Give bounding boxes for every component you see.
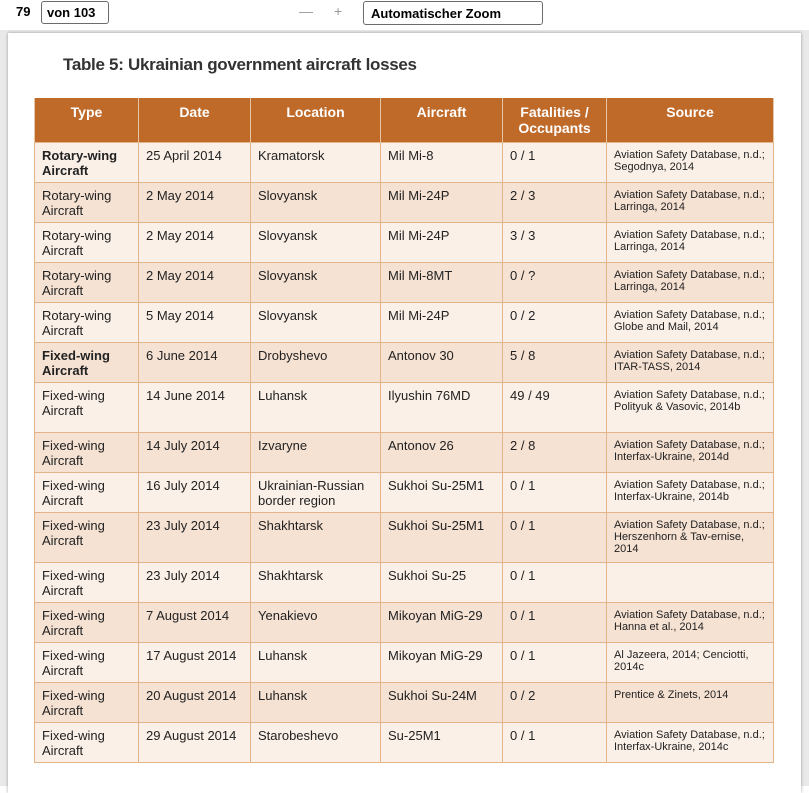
cell-type-line2: Aircraft	[42, 162, 89, 178]
cell-fatalities: 0 / 2	[503, 302, 607, 342]
cell-type-line2: Aircraft	[42, 622, 84, 638]
cell-type-line1: Rotary-wing	[42, 307, 112, 323]
cell-source: Aviation Safety Database, n.d.; Interfax-Ukraine, 2014b	[607, 472, 774, 512]
cell-type-line2: Aircraft	[42, 362, 89, 378]
cell-source: Aviation Safety Database, n.d.; Globe and Mail, 2014	[607, 302, 774, 342]
cell-fatalities: 49 / 49	[503, 382, 607, 432]
cell-type-line1: Fixed-wing	[42, 567, 105, 583]
cell-fatalities: 0 / 2	[503, 682, 607, 722]
cell-fatalities: 0 / 1	[503, 602, 607, 642]
cell-type-line1: Rotary-wing	[42, 227, 112, 243]
cell-fatalities: 0 / 1	[503, 512, 607, 562]
pdf-page	[8, 33, 801, 793]
cell-source	[607, 562, 774, 602]
cell-date: 17 August 2014	[139, 642, 251, 682]
cell-type	[35, 342, 139, 382]
cell-type-line2: Aircraft	[42, 282, 84, 298]
cell-fatalities: 0 / 1	[503, 142, 607, 182]
cell-source: Aviation Safety Database, n.d.; Interfax-Ukraine, 2014d	[607, 432, 774, 472]
cell-type-line1: Fixed-wing	[42, 647, 105, 663]
header-fatalities-line1: Fatalities /	[520, 104, 589, 120]
page-count-label: von 103	[41, 1, 109, 24]
cell-aircraft: Mikoyan MiG-29	[381, 602, 503, 642]
cell-type	[35, 682, 139, 722]
cell-source: Aviation Safety Database, n.d.; Segodnya, 2014	[607, 142, 774, 182]
cell-date: 14 July 2014	[139, 432, 251, 472]
cell-type-line2: Aircraft	[42, 202, 84, 218]
cell-location: Slovyansk	[251, 182, 381, 222]
cell-aircraft: Mikoyan MiG-29	[381, 642, 503, 682]
aircraft-losses-table	[34, 98, 774, 763]
cell-aircraft: Sukhoi Su-25M1	[381, 512, 503, 562]
cell-type-line2: Aircraft	[42, 322, 84, 338]
cell-aircraft: Mil Mi-8MT	[381, 262, 503, 302]
cell-source: Aviation Safety Database, n.d.; Larringa, 2014	[607, 182, 774, 222]
cell-type-line2: Aircraft	[42, 402, 84, 418]
cell-source: Aviation Safety Database, n.d.; Larringa, 2014	[607, 222, 774, 262]
cell-type-line2: Aircraft	[42, 742, 84, 758]
table-row	[35, 262, 774, 302]
cell-source: Aviation Safety Database, n.d.; ITAR-TASS, 2014	[607, 342, 774, 382]
cell-location: Slovyansk	[251, 302, 381, 342]
cell-source: Aviation Safety Database, n.d.; Polityuk & Vasovic, 2014b	[607, 382, 774, 432]
table-row	[35, 682, 774, 722]
cell-date: 25 April 2014	[139, 142, 251, 182]
cell-aircraft: Antonov 26	[381, 432, 503, 472]
header-fatalities-line2: Occupants	[518, 120, 591, 136]
cell-location: Kramatorsk	[251, 142, 381, 182]
page-number-input[interactable]: 79	[16, 4, 31, 19]
table-header-row	[35, 98, 774, 142]
cell-type-line1: Fixed-wing	[42, 347, 110, 363]
table-row	[35, 562, 774, 602]
cell-type-line2: Aircraft	[42, 582, 84, 598]
cell-type	[35, 302, 139, 342]
table-row	[35, 642, 774, 682]
table-row	[35, 432, 774, 472]
cell-aircraft: Sukhoi Su-24M	[381, 682, 503, 722]
cell-location: Luhansk	[251, 682, 381, 722]
cell-type-line1: Fixed-wing	[42, 477, 105, 493]
cell-type-line1: Rotary-wing	[42, 187, 112, 203]
table-row	[35, 342, 774, 382]
cell-type	[35, 382, 139, 432]
cell-date: 5 May 2014	[139, 302, 251, 342]
cell-fatalities: 0 / 1	[503, 472, 607, 512]
cell-aircraft: Sukhoi Su-25M1	[381, 472, 503, 512]
cell-location: Shakhtarsk	[251, 562, 381, 602]
cell-type-line1: Rotary-wing	[42, 147, 118, 163]
zoom-select[interactable]: Automatischer Zoom	[363, 1, 543, 25]
cell-date: 23 July 2014	[139, 562, 251, 602]
header-aircraft: Aircraft	[381, 98, 503, 142]
cell-fatalities: 0 / 1	[503, 722, 607, 762]
cell-type	[35, 722, 139, 762]
cell-fatalities: 5 / 8	[503, 342, 607, 382]
cell-type	[35, 262, 139, 302]
cell-date: 7 August 2014	[139, 602, 251, 642]
cell-type-line2: Aircraft	[42, 702, 84, 718]
zoom-out-button[interactable]: —	[299, 3, 313, 19]
zoom-in-button[interactable]: +	[334, 3, 343, 19]
cell-location: Slovyansk	[251, 262, 381, 302]
header-type: Type	[35, 98, 139, 142]
cell-location: Ukrainian-Russian border region	[251, 472, 381, 512]
cell-type-line1: Rotary-wing	[42, 267, 112, 283]
cell-type-line2: Aircraft	[42, 532, 84, 548]
pdf-toolbar	[0, 0, 809, 30]
cell-date: 2 May 2014	[139, 182, 251, 222]
document-viewer[interactable]	[0, 30, 809, 786]
cell-location: Drobyshevo	[251, 342, 381, 382]
cell-date: 6 June 2014	[139, 342, 251, 382]
cell-location: Starobeshevo	[251, 722, 381, 762]
cell-type-line1: Fixed-wing	[42, 607, 105, 623]
cell-date: 29 August 2014	[139, 722, 251, 762]
cell-location: Shakhtarsk	[251, 512, 381, 562]
cell-location: Luhansk	[251, 382, 381, 432]
cell-aircraft: Mil Mi-24P	[381, 302, 503, 342]
cell-fatalities: 0 / 1	[503, 642, 607, 682]
cell-fatalities: 0 / ?	[503, 262, 607, 302]
table-row	[35, 512, 774, 562]
cell-type-line2: Aircraft	[42, 242, 84, 258]
cell-type-line1: Fixed-wing	[42, 687, 105, 703]
header-location: Location	[251, 98, 381, 142]
cell-location: Slovyansk	[251, 222, 381, 262]
table-row	[35, 382, 774, 432]
cell-type	[35, 642, 139, 682]
cell-aircraft: Mil Mi-24P	[381, 182, 503, 222]
cell-source: Aviation Safety Database, n.d.; Hanna et al., 2014	[607, 602, 774, 642]
cell-source: Prentice & Zinets, 2014	[607, 682, 774, 722]
cell-type	[35, 432, 139, 472]
cell-type-line2: Aircraft	[42, 452, 84, 468]
cell-aircraft: Su-25M1	[381, 722, 503, 762]
cell-type-line1: Fixed-wing	[42, 437, 105, 453]
table-row	[35, 142, 774, 182]
header-date: Date	[139, 98, 251, 142]
cell-fatalities: 2 / 3	[503, 182, 607, 222]
header-fatalities	[503, 98, 607, 142]
table-title: Table 5: Ukrainian government aircraft losses	[63, 55, 417, 74]
cell-aircraft: Mil Mi-24P	[381, 222, 503, 262]
cell-type	[35, 182, 139, 222]
cell-type	[35, 222, 139, 262]
cell-source: Al Jazeera, 2014; Cenciotti, 2014c	[607, 642, 774, 682]
cell-type	[35, 142, 139, 182]
table-row	[35, 302, 774, 342]
cell-type	[35, 472, 139, 512]
cell-source: Aviation Safety Database, n.d.; Larringa, 2014	[607, 262, 774, 302]
cell-date: 20 August 2014	[139, 682, 251, 722]
cell-location: Izvaryne	[251, 432, 381, 472]
cell-source: Aviation Safety Database, n.d.; Interfax-Ukraine, 2014c	[607, 722, 774, 762]
header-source: Source	[607, 98, 774, 142]
cell-date: 2 May 2014	[139, 222, 251, 262]
cell-type-line1: Fixed-wing	[42, 727, 105, 743]
cell-date: 14 June 2014	[139, 382, 251, 432]
cell-date: 16 July 2014	[139, 472, 251, 512]
cell-type	[35, 562, 139, 602]
cell-type-line1: Fixed-wing	[42, 387, 105, 403]
cell-aircraft: Antonov 30	[381, 342, 503, 382]
table-row	[35, 182, 774, 222]
cell-location: Luhansk	[251, 642, 381, 682]
cell-aircraft: Sukhoi Su-25	[381, 562, 503, 602]
table-row	[35, 602, 774, 642]
cell-type	[35, 602, 139, 642]
cell-type-line2: Aircraft	[42, 492, 84, 508]
cell-date: 23 July 2014	[139, 512, 251, 562]
cell-fatalities: 2 / 8	[503, 432, 607, 472]
table-row	[35, 222, 774, 262]
cell-location: Yenakievo	[251, 602, 381, 642]
cell-type-line2: Aircraft	[42, 662, 84, 678]
cell-type-line1: Fixed-wing	[42, 517, 105, 533]
table-row	[35, 722, 774, 762]
cell-fatalities: 0 / 1	[503, 562, 607, 602]
cell-date: 2 May 2014	[139, 262, 251, 302]
cell-fatalities: 3 / 3	[503, 222, 607, 262]
cell-aircraft: Ilyushin 76MD	[381, 382, 503, 432]
cell-aircraft: Mil Mi-8	[381, 142, 503, 182]
cell-type	[35, 512, 139, 562]
table-row	[35, 472, 774, 512]
cell-source: Aviation Safety Database, n.d.; Herszenhorn & Tav-ernise, 2014	[607, 512, 774, 562]
